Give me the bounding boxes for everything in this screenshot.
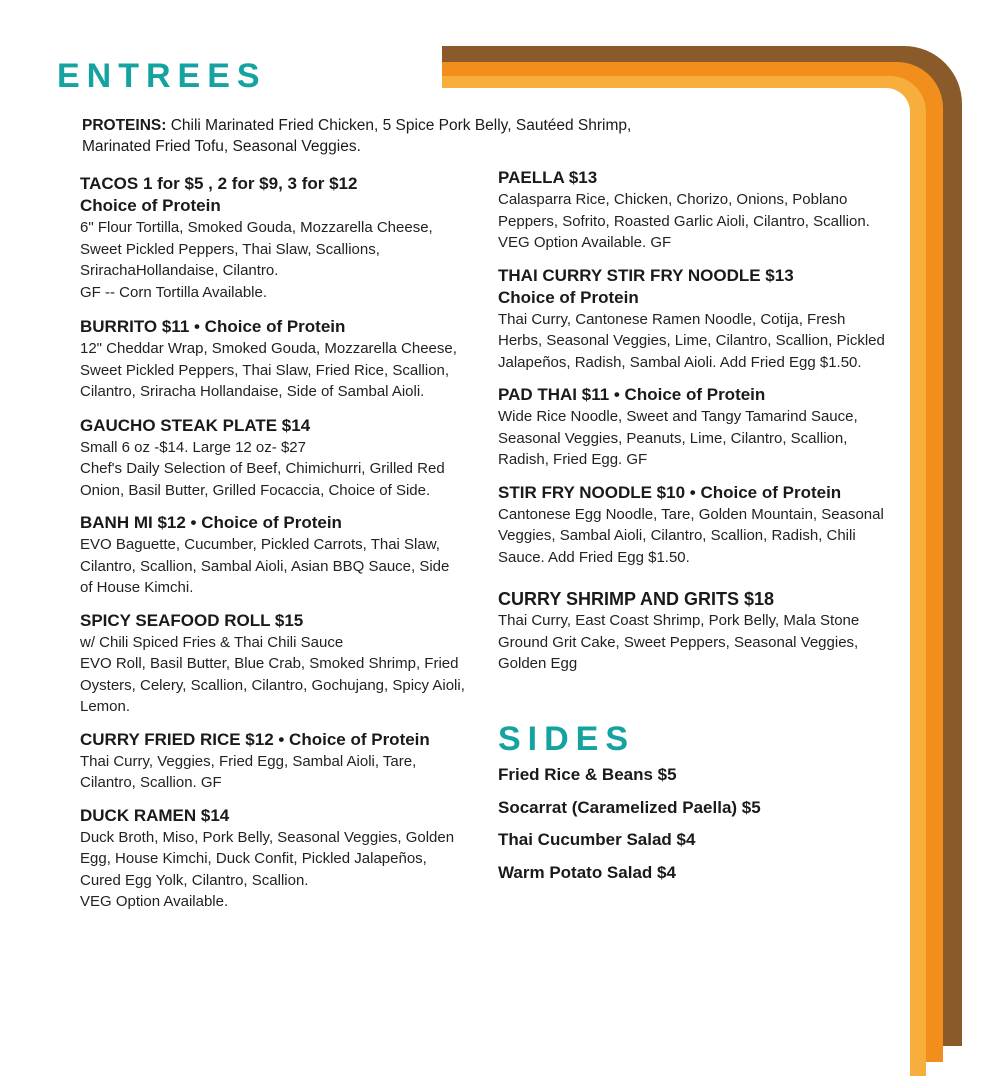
menu-item-pad-thai bbox=[498, 384, 893, 471]
sides-list bbox=[498, 764, 898, 894]
item-description: Wide Rice Noodle, Sweet and Tangy Tamarind Sauce, Seasonal Veggies, Peanuts, Lime, Cilantro, Scallion, Radish, Fried Egg. GF bbox=[498, 408, 858, 468]
side-item: Thai Cucumber Salad $4 bbox=[498, 830, 696, 849]
item-name: SPICY SEAFOOD ROLL $15 bbox=[80, 610, 304, 630]
item-note: Chef's Daily Selection of Beef, Chimichurri, Grilled Red Onion, Basil Butter, Grilled Focaccia, Choice of Side. bbox=[80, 460, 445, 499]
item-description: Small 6 oz -$14. Large 12 oz- $27 bbox=[80, 438, 306, 456]
menu-item-duck-ramen bbox=[80, 805, 465, 913]
menu-item-spicy-seafood-roll bbox=[80, 610, 465, 718]
item-name: BANH MI $12 • Choice of Protein bbox=[80, 513, 342, 532]
menu-item-banh-mi bbox=[80, 512, 465, 599]
side-item: Warm Potato Salad $4 bbox=[498, 862, 676, 882]
menu-item-curry-fried-rice bbox=[80, 729, 465, 794]
item-name: PAELLA $13 bbox=[498, 168, 598, 187]
side-item: Socarrat (Caramelized Paella) $5 bbox=[498, 797, 761, 817]
sides-title: SIDES bbox=[498, 720, 636, 758]
proteins-label: PROTEINS: bbox=[82, 117, 167, 134]
proteins-text: Chili Marinated Fried Chicken, 5 Spice Pork Belly, Sautéed Shrimp, bbox=[170, 117, 632, 134]
item-note: VEG Option Available. bbox=[80, 893, 229, 910]
entrees-left-column bbox=[80, 173, 465, 913]
item-name: TACOS 1 for $5 , 2 for $9, 3 for $12 bbox=[80, 174, 358, 193]
item-name: CURRY SHRIMP AND GRITS $18 bbox=[498, 589, 775, 609]
side-item: Fried Rice & Beans $5 bbox=[498, 765, 677, 784]
item-description: Thai Curry, East Coast Shrimp, Pork Belly, Mala Stone Ground Grit Cake, Sweet Peppers, Seasonal Veggies, Golden Egg bbox=[498, 612, 860, 672]
item-description: w/ Chili Spiced Fries & Thai Chili Sauce bbox=[80, 633, 344, 651]
menu-item-stir-fry-noodle bbox=[498, 482, 893, 569]
item-description: 6" Flour Tortilla, Smoked Gouda, Mozzarella Cheese, Sweet Pickled Peppers, Thai Slaw, Scallions, SrirachaHollandaise, Cilantro. bbox=[80, 219, 433, 279]
item-description: Duck Broth, Miso, Pork Belly, Seasonal Veggies, Golden Egg, House Kimchi, Duck Confit, Pickled Jalapeños, Cured Egg Yolk, Cilantro, Scallion. bbox=[80, 828, 455, 889]
menu-item-gaucho-steak bbox=[80, 415, 465, 502]
menu-item-paella bbox=[498, 167, 893, 254]
proteins-text-2: Marinated Fried Tofu, Seasonal Veggies. bbox=[82, 138, 361, 155]
item-note: EVO Roll, Basil Butter, Blue Crab, Smoked Shrimp, Fried Oysters, Celery, Scallion, Cilantro, Gochujang, Spicy Aioli, Lemon. bbox=[80, 655, 465, 715]
item-description: Thai Curry, Veggies, Fried Egg, Sambal Aioli, Tare, Cilantro, Scallion. GF bbox=[80, 752, 417, 791]
item-name: CURRY FRIED RICE $12 • Choice of Protein bbox=[80, 729, 430, 749]
item-description: Thai Curry, Cantonese Ramen Noodle, Cotija, Fresh Herbs, Seasonal Veggies, Lime, Cilantro, Scallion, Pickled Jalapeños, Radish, Sambal Aioli. Add Fried Egg $1.50. bbox=[498, 310, 885, 371]
item-note: GF -- Corn Tortilla Available. bbox=[80, 283, 268, 301]
item-name: GAUCHO STEAK PLATE $14 bbox=[80, 415, 311, 435]
item-subtitle: Choice of Protein bbox=[80, 196, 221, 215]
menu-item-tacos bbox=[80, 173, 465, 303]
item-name: BURRITO $11 • Choice of Protein bbox=[80, 317, 346, 336]
item-description: EVO Baguette, Cucumber, Pickled Carrots, Thai Slaw, Cilantro, Scallion, Sambal Aioli, Asian BBQ Sauce, Side of House Kimchi. bbox=[80, 536, 450, 596]
item-name: THAI CURRY STIR FRY NOODLE $13 bbox=[498, 265, 794, 285]
item-name: PAD THAI $11 • Choice of Protein bbox=[498, 385, 766, 404]
item-name: STIR FRY NOODLE $10 • Choice of Protein bbox=[498, 482, 842, 502]
entrees-title: ENTREES bbox=[57, 57, 267, 95]
menu-item-thai-curry-stir-fry bbox=[498, 265, 893, 374]
entrees-right-column bbox=[498, 167, 893, 675]
item-description: Cantonese Egg Noodle, Tare, Golden Mountain, Seasonal Veggies, Sambal Aioli, Cilantro, Scallion, Radish, Chili Sauce. Add Fried Egg $1.50. bbox=[498, 505, 884, 566]
menu-item-curry-shrimp-grits bbox=[498, 588, 893, 675]
item-subtitle: Choice of Protein bbox=[498, 287, 639, 307]
proteins-line bbox=[82, 115, 702, 157]
menu-item-burrito bbox=[80, 316, 465, 403]
item-name: DUCK RAMEN $14 bbox=[80, 805, 230, 825]
item-description: Calasparra Rice, Chicken, Chorizo, Onions, Poblano Peppers, Sofrito, Roasted Garlic Aioli, Cilantro, Scallion. VEG Option Available. GF bbox=[498, 191, 870, 251]
item-description: 12" Cheddar Wrap, Smoked Gouda, Mozzarella Cheese, Sweet Pickled Peppers, Thai Slaw, Fried Rice, Scallion, Cilantro, Sriracha Hollandaise, Side of Sambal Aioli. bbox=[80, 340, 457, 400]
